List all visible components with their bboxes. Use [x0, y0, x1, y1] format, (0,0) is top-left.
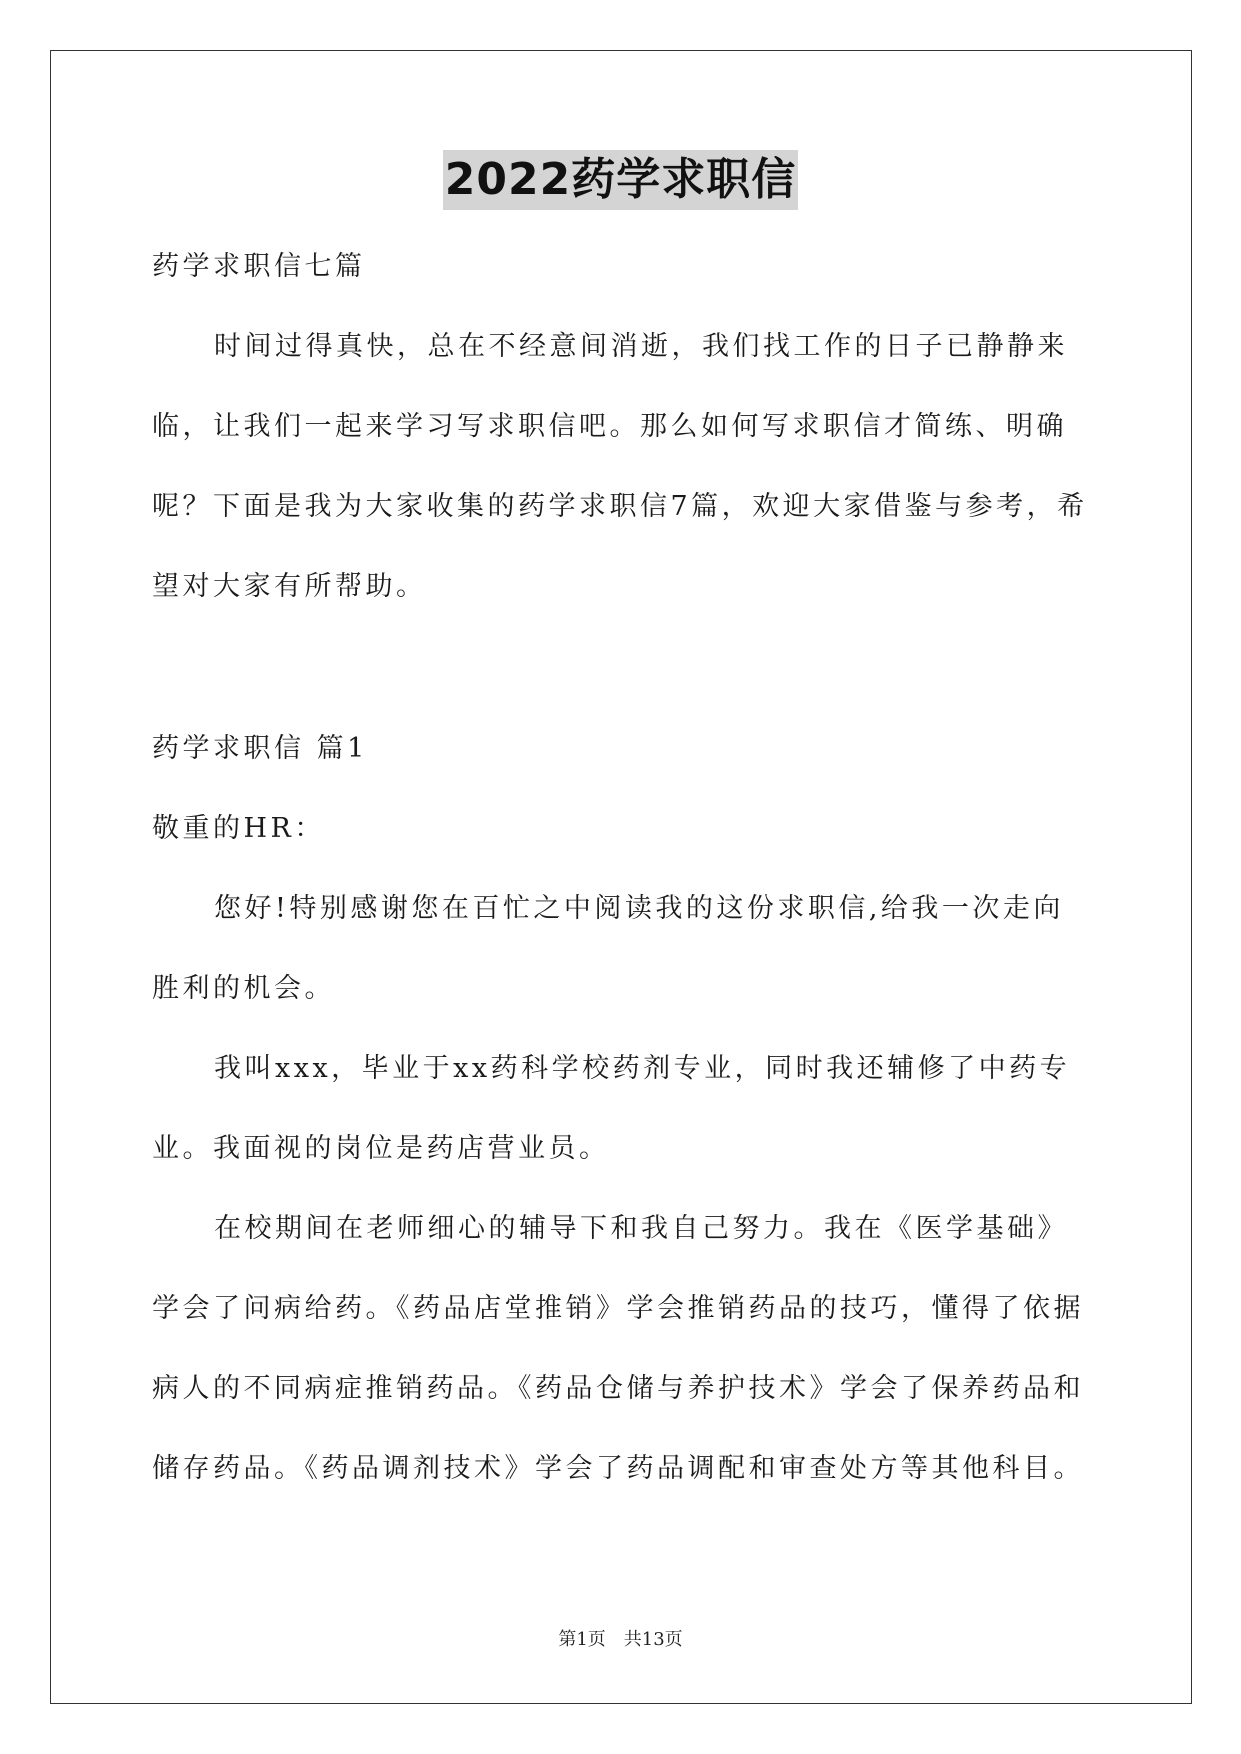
section-spacer: [152, 627, 1092, 709]
body-paragraph-2: 我叫xxx，毕业于xx药科学校药剂专业，同时我还辅修了中药专业。我面视的岗位是药店营业员。: [152, 1053, 1071, 1164]
document-body: [152, 227, 1092, 1509]
body-paragraph-3: 在校期间在老师细心的辅导下和我自己努力。我在《医学基础》学会了问病给药。《药品店堂推销》学会推销药品的技巧，懂得了依据病人的不同病症推销药品。《药品仓储与养护技术》学会了保养药品和储存药品。《药品调剂技术》学会了药品调配和审查处方等其他科目。: [152, 1213, 1084, 1484]
page-prefix: 第: [558, 1629, 577, 1650]
page-total: 13: [641, 1629, 665, 1650]
intro-paragraph: 时间过得真快，总在不经意间消逝，我们找工作的日子已静静来临，让我们一起来学习写求职信吧。那么如何写求职信才简练、明确呢？下面是我为大家收集的药学求职信7篇，欢迎大家借鉴与参考，希望对大家有所帮助。: [152, 331, 1088, 602]
body-paragraph-1: 您好!特别感谢您在百忙之中阅读我的这份求职信,给我一次走向胜利的机会。: [152, 893, 1064, 1004]
salutation: 敬重的HR：: [152, 813, 325, 844]
page-footer: [0, 1628, 1241, 1652]
title-container: [0, 150, 1241, 210]
page-current: 1: [576, 1629, 588, 1650]
document-title: 2022药学求职信: [443, 150, 798, 210]
document-subtitle: 药学求职信七篇: [152, 251, 366, 282]
page-suffix: 页: [664, 1629, 683, 1650]
page-mid: 页 共: [587, 1629, 642, 1650]
section-heading: 药学求职信 篇1: [152, 733, 368, 764]
